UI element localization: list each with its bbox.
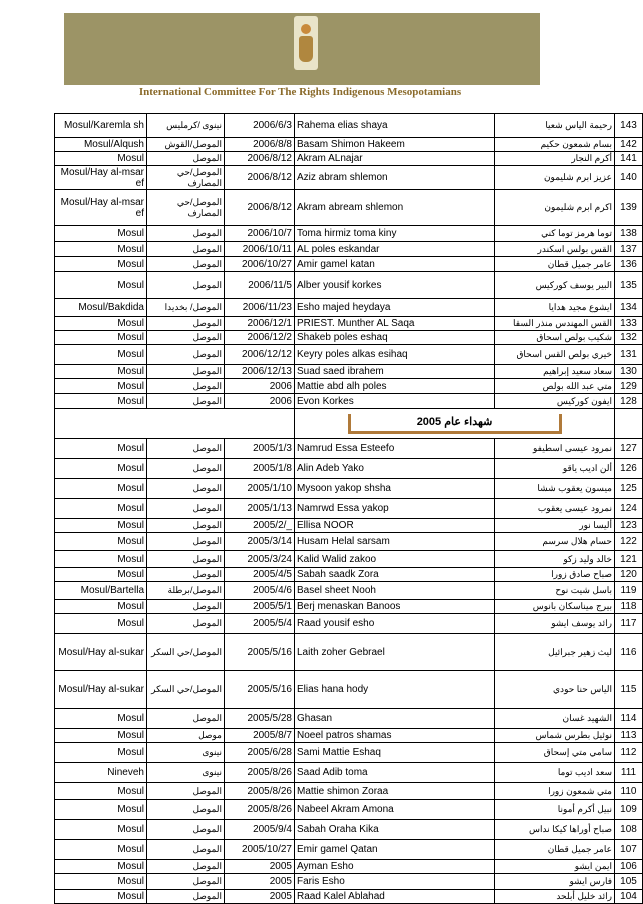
name-cell: Raad yousif esho [295,614,495,634]
number-cell: 138 [615,226,643,242]
name-cell: Keyry poles alkas esihaq [295,345,495,365]
city-cell: Mosul [55,820,147,840]
city-cell: Mosul [55,379,147,394]
table-row [55,614,643,634]
name-arabic-cell: ايشوع مجيد هدايا [495,299,615,317]
number-cell: 142 [615,138,643,152]
name-arabic-cell: البير يوسف كوركيس [495,272,615,299]
city-arabic-cell: الموصل [147,519,225,533]
name-arabic-cell: القس المهندس منذر السقا [495,317,615,331]
name-arabic-cell: الشهيد غسان [495,709,615,729]
city-arabic-cell: الموصل [147,860,225,874]
name-cell: Amir gamel katan [295,257,495,272]
city-cell: Mosul [55,519,147,533]
number-cell: 129 [615,379,643,394]
number-cell: 104 [615,890,643,904]
table-row [55,299,643,317]
table-row [55,783,643,800]
name-cell: Mysoon yakop shsha [295,479,495,499]
table-row [55,479,643,499]
city-arabic-cell: الموصل [147,800,225,820]
date-cell: 2006 [225,379,295,394]
name-arabic-cell: بسام شمعون حكيم [495,138,615,152]
number-cell: 107 [615,840,643,860]
name-cell: Akram abream shlemon [295,190,495,226]
city-cell: Mosul [55,345,147,365]
date-cell: 2006/10/7 [225,226,295,242]
name-arabic-cell: القس بولس اسكندر [495,242,615,257]
city-cell: Mosul/Karemla sh [55,114,147,138]
table-row [55,190,643,226]
city-cell: Mosul [55,152,147,166]
name-arabic-cell: سامي متي إسحاق [495,743,615,763]
number-cell: 126 [615,459,643,479]
date-cell: 2005/10/27 [225,840,295,860]
name-cell: Esho majed heydaya [295,299,495,317]
name-cell: Akram ALnajar [295,152,495,166]
table-row [55,379,643,394]
city-arabic-cell: موصل [147,729,225,743]
date-cell: 2005 [225,860,295,874]
name-cell: Emir gamel Qatan [295,840,495,860]
name-arabic-cell: ليث زهير جبرائيل [495,634,615,671]
name-arabic-cell: ألن اديب ياقو [495,459,615,479]
city-arabic-cell: الموصل/حي المصارف [147,190,225,226]
date-cell: 2006/6/3 [225,114,295,138]
city-cell: Mosul [55,890,147,904]
city-cell: Mosul [55,860,147,874]
number-cell: 131 [615,345,643,365]
section-header-row [55,409,643,439]
date-cell: 2005/4/5 [225,568,295,582]
section-spacer [615,409,643,439]
table-row [55,533,643,551]
table-row [55,568,643,582]
city-arabic-cell: الموصل [147,874,225,890]
name-cell: Namrud Essa Esteefo [295,439,495,459]
date-cell: 2005/1/10 [225,479,295,499]
name-cell: Nabeel Akram Amona [295,800,495,820]
number-cell: 136 [615,257,643,272]
date-cell: 2006/10/27 [225,257,295,272]
city-cell: Mosul [55,551,147,568]
name-arabic-cell: نوئيل بطرس شماس [495,729,615,743]
number-cell: 135 [615,272,643,299]
city-arabic-cell: نينوى /كرمليس [147,114,225,138]
city-cell: Mosul/Bakdida [55,299,147,317]
table-row [55,763,643,783]
city-arabic-cell: الموصل/حي المصارف [147,166,225,190]
name-arabic-cell: توما هرمز توما كني [495,226,615,242]
name-arabic-cell: خالد وليد زكو [495,551,615,568]
number-cell: 141 [615,152,643,166]
date-cell: 2005/8/7 [225,729,295,743]
date-cell: 2005/5/28 [225,709,295,729]
name-cell: Evon Korkes [295,394,495,409]
name-cell: Basam Shimon Hakeem [295,138,495,152]
table-row [55,257,643,272]
name-cell: Sabah saadk Zora [295,568,495,582]
city-cell: Mosul [55,729,147,743]
city-arabic-cell: الموصل [147,459,225,479]
date-cell: 2005 [225,874,295,890]
table-row [55,138,643,152]
name-cell: Ayman Esho [295,860,495,874]
date-cell: 2005/1/3 [225,439,295,459]
city-cell: Mosul [55,257,147,272]
name-cell: Elias hana hody [295,671,495,709]
name-cell: Sami Mattie Eshaq [295,743,495,763]
number-cell: 121 [615,551,643,568]
name-arabic-cell: شكيب بولص اسحاق [495,331,615,345]
name-arabic-cell: عزيز ابرم شليمون [495,166,615,190]
city-arabic-cell: الموصل [147,272,225,299]
number-cell: 122 [615,533,643,551]
city-cell: Mosul [55,783,147,800]
name-cell: Alber yousif korkes [295,272,495,299]
date-cell: 2005/4/6 [225,582,295,600]
date-cell: 2005/3/14 [225,533,295,551]
city-arabic-cell: الموصل/حي السكر [147,671,225,709]
name-cell: PRIEST. Munther AL Saqa [295,317,495,331]
number-cell: 113 [615,729,643,743]
table-row [55,519,643,533]
city-arabic-cell: الموصل/حي السكر [147,634,225,671]
name-cell: Namrwd Essa yakop [295,499,495,519]
date-cell: 2005/5/1 [225,600,295,614]
name-arabic-cell: رائد خليل أبلحد [495,890,615,904]
name-arabic-cell: ايفون كوركيس [495,394,615,409]
name-arabic-cell: حسام هلال سرسم [495,533,615,551]
date-cell: 2006/8/8 [225,138,295,152]
city-arabic-cell: الموصل [147,709,225,729]
table-row [55,729,643,743]
city-arabic-cell: الموصل [147,152,225,166]
city-arabic-cell: الموصل [147,614,225,634]
city-arabic-cell: الموصل [147,568,225,582]
city-cell: Mosul [55,317,147,331]
table-row [55,600,643,614]
city-cell: Mosul [55,365,147,379]
city-cell: Mosul [55,614,147,634]
date-cell: 2005/1/8 [225,459,295,479]
section-spacer [55,409,295,439]
table-row [55,874,643,890]
name-cell: Mattie abd alh poles [295,379,495,394]
table-row [55,582,643,600]
name-cell: Sabah Oraha Kika [295,820,495,840]
city-cell: Mosul [55,331,147,345]
name-arabic-cell: رائد يوسف ايشو [495,614,615,634]
table-row [55,331,643,345]
name-cell: Laith zoher Gebrael [295,634,495,671]
number-cell: 118 [615,600,643,614]
city-arabic-cell: الموصل [147,226,225,242]
city-cell: Mosul [55,439,147,459]
name-arabic-cell: عامر جميل قطان [495,257,615,272]
city-cell: Mosul [55,840,147,860]
city-arabic-cell: الموصل [147,379,225,394]
city-cell: Mosul [55,272,147,299]
name-arabic-cell: صباح أوراها كيكا نداس [495,820,615,840]
date-cell: 2006/11/5 [225,272,295,299]
city-arabic-cell: الموصل [147,820,225,840]
table-row [55,166,643,190]
name-arabic-cell: ايمن ايشو [495,860,615,874]
name-arabic-cell: متي شمعون زورا [495,783,615,800]
name-cell: Raad Kalel Ablahad [295,890,495,904]
name-arabic-cell: نمرود عيسى يعقوب [495,499,615,519]
name-cell: AL poles eskandar [295,242,495,257]
city-arabic-cell: الموصل [147,257,225,272]
city-arabic-cell: الموصل [147,365,225,379]
number-cell: 115 [615,671,643,709]
table-row [55,459,643,479]
city-arabic-cell: الموصل [147,783,225,800]
name-cell: Husam Helal sarsam [295,533,495,551]
number-cell: 124 [615,499,643,519]
date-cell: 2005/8/26 [225,783,295,800]
name-arabic-cell: الياس حنا حودي [495,671,615,709]
number-cell: 120 [615,568,643,582]
date-cell: 2006/11/23 [225,299,295,317]
name-cell: Mattie shimon Zoraa [295,783,495,800]
name-arabic-cell: أليسا نور [495,519,615,533]
city-cell: Mosul [55,459,147,479]
table-row [55,439,643,459]
city-cell: Mosul [55,600,147,614]
name-arabic-cell: ميسون يعقوب ششا [495,479,615,499]
date-cell: 2006/8/12 [225,152,295,166]
date-cell: 2005/8/26 [225,800,295,820]
city-cell: Mosul/Bartella [55,582,147,600]
city-cell: Mosul [55,709,147,729]
city-arabic-cell: الموصل [147,499,225,519]
date-cell: 2005/5/16 [225,634,295,671]
city-arabic-cell: الموصل [147,840,225,860]
name-arabic-cell: سعاد سعيد إبراهيم [495,365,615,379]
number-cell: 116 [615,634,643,671]
date-cell: 2006/8/12 [225,190,295,226]
date-cell: 2005/2/_ [225,519,295,533]
table-row [55,365,643,379]
name-arabic-cell: فارس ايشو [495,874,615,890]
name-arabic-cell: باسل شيت نوح [495,582,615,600]
name-arabic-cell: بيرج ميناسكان بانوس [495,600,615,614]
table-row [55,860,643,874]
table-row [55,551,643,568]
name-cell: Saad Adib toma [295,763,495,783]
name-arabic-cell: عامر جميل قطان [495,840,615,860]
number-cell: 110 [615,783,643,800]
martyrs-table [54,113,643,904]
table-row [55,709,643,729]
date-cell: 2006/12/2 [225,331,295,345]
name-cell: Rahema elias shaya [295,114,495,138]
date-cell: 2005/5/16 [225,671,295,709]
date-cell: 2005/5/4 [225,614,295,634]
name-cell: Suad saed ibrahem [295,365,495,379]
city-arabic-cell: الموصل/القوش [147,138,225,152]
number-cell: 108 [615,820,643,840]
number-cell: 137 [615,242,643,257]
date-cell: 2006/12/13 [225,365,295,379]
date-cell: 2006/12/12 [225,345,295,365]
date-cell: 2006/8/12 [225,166,295,190]
date-cell: 2005/3/24 [225,551,295,568]
number-cell: 106 [615,860,643,874]
table-row [55,226,643,242]
table-row [55,345,643,365]
date-cell: 2005/8/26 [225,763,295,783]
number-cell: 134 [615,299,643,317]
number-cell: 127 [615,439,643,459]
table-row [55,242,643,257]
name-cell: Aziz abram shlemon [295,166,495,190]
city-cell: Mosul/Hay al-msaref [55,166,147,190]
committee-logo-icon [294,16,318,70]
number-cell: 123 [615,519,643,533]
city-cell: Mosul [55,874,147,890]
number-cell: 105 [615,874,643,890]
city-cell: Nineveh [55,763,147,783]
city-cell: Mosul [55,242,147,257]
city-arabic-cell: الموصل/برطلة [147,582,225,600]
date-cell: 2006 [225,394,295,409]
city-arabic-cell: الموصل [147,600,225,614]
section-title: شهداء عام 2005 [348,414,562,434]
table-row [55,800,643,820]
table-row [55,272,643,299]
number-cell: 125 [615,479,643,499]
name-cell: Berj menaskan Banoos [295,600,495,614]
name-arabic-cell: نمرود عيسى اسطيفو [495,439,615,459]
table-row [55,499,643,519]
number-cell: 109 [615,800,643,820]
date-cell: 2006/10/11 [225,242,295,257]
table-row [55,840,643,860]
name-cell: Shakeb poles eshaq [295,331,495,345]
name-cell: Toma hirmiz toma kiny [295,226,495,242]
city-arabic-cell: الموصل [147,331,225,345]
number-cell: 119 [615,582,643,600]
number-cell: 133 [615,317,643,331]
name-cell: Noeel patros shamas [295,729,495,743]
date-cell: 2005/9/4 [225,820,295,840]
city-arabic-cell: الموصل/ بخديدا [147,299,225,317]
name-arabic-cell: صباح صادق زورا [495,568,615,582]
name-arabic-cell: أكرم النجار [495,152,615,166]
table-row [55,820,643,840]
city-cell: Mosul [55,743,147,763]
name-arabic-cell: نبيل أكرم أمونا [495,800,615,820]
city-arabic-cell: الموصل [147,439,225,459]
city-cell: Mosul [55,499,147,519]
city-cell: Mosul [55,568,147,582]
table-row [55,114,643,138]
name-cell: Alin Adeb Yako [295,459,495,479]
number-cell: 143 [615,114,643,138]
table-row [55,634,643,671]
date-cell: 2005/6/28 [225,743,295,763]
table-row [55,317,643,331]
number-cell: 132 [615,331,643,345]
number-cell: 111 [615,763,643,783]
table-row [55,152,643,166]
city-arabic-cell: نينوى [147,743,225,763]
city-cell: Mosul/Hay al-sukar [55,671,147,709]
date-cell: 2005 [225,890,295,904]
city-arabic-cell: الموصل [147,533,225,551]
city-arabic-cell: الموصل [147,551,225,568]
number-cell: 140 [615,166,643,190]
city-cell: Mosul [55,533,147,551]
city-cell: Mosul [55,226,147,242]
section-title-cell [295,409,615,439]
table-row [55,890,643,904]
number-cell: 114 [615,709,643,729]
table-row [55,394,643,409]
city-arabic-cell: نينوى [147,763,225,783]
name-arabic-cell: متي عبد الله بولص [495,379,615,394]
number-cell: 112 [615,743,643,763]
number-cell: 128 [615,394,643,409]
number-cell: 130 [615,365,643,379]
name-arabic-cell: خيري بولص القس اسحاق [495,345,615,365]
name-cell: Ghasan [295,709,495,729]
number-cell: 139 [615,190,643,226]
city-arabic-cell: الموصل [147,479,225,499]
city-cell: Mosul/Alqush [55,138,147,152]
name-cell: Basel sheet Nooh [295,582,495,600]
city-arabic-cell: الموصل [147,394,225,409]
name-cell: Faris Esho [295,874,495,890]
name-cell: Ellisa NOOR [295,519,495,533]
city-cell: Mosul [55,479,147,499]
city-cell: Mosul [55,800,147,820]
city-arabic-cell: الموصل [147,345,225,365]
date-cell: 2005/1/13 [225,499,295,519]
city-cell: Mosul/Hay al-sukar [55,634,147,671]
date-cell: 2006/12/1 [225,317,295,331]
committee-title: International Committee For The Rights Indigenous Mesopotamians [138,86,462,98]
city-cell: Mosul [55,394,147,409]
name-arabic-cell: سعد اديب توما [495,763,615,783]
city-arabic-cell: الموصل [147,890,225,904]
number-cell: 117 [615,614,643,634]
name-arabic-cell: رحيمة الياس شعيا [495,114,615,138]
city-cell: Mosul/Hay al-msaref [55,190,147,226]
table-row [55,743,643,763]
city-arabic-cell: الموصل [147,242,225,257]
city-arabic-cell: الموصل [147,317,225,331]
name-cell: Kalid Walid zakoo [295,551,495,568]
table-row [55,671,643,709]
name-arabic-cell: اكرم ابرم شليمون [495,190,615,226]
